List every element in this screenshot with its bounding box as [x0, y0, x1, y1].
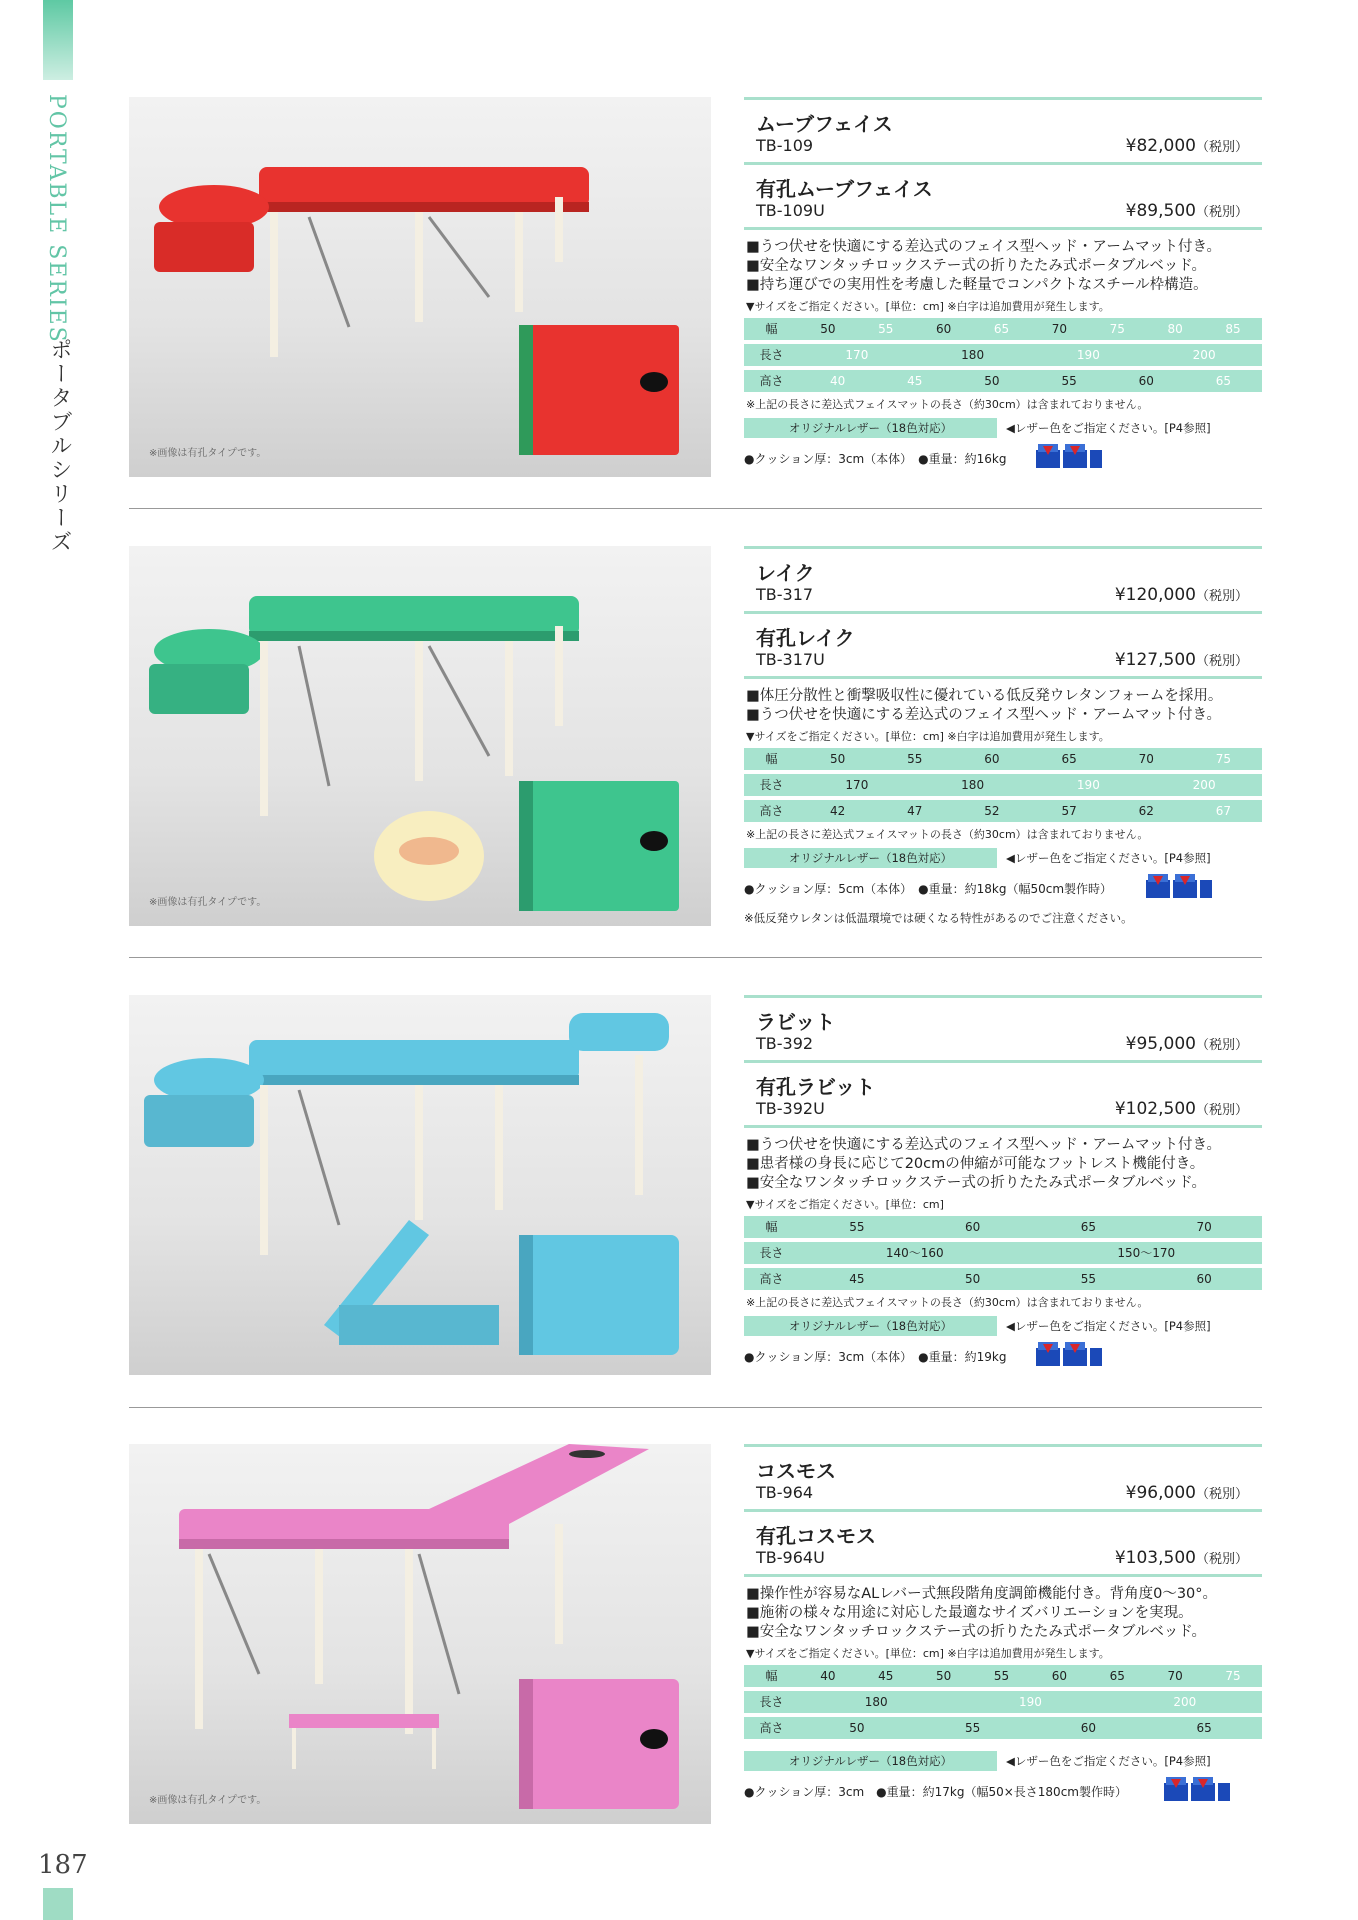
product-photo [129, 546, 711, 926]
box-icon [1173, 874, 1197, 898]
massage-table-illustration [129, 97, 711, 477]
spec-text: ●クッション厚：5cm（本体） ●重量：約18kg（幅50cm製作時） [744, 882, 1113, 896]
photo-note: ※画像は有孔タイプです。 [149, 897, 267, 908]
size-row-height: 高さ 45 50 55 60 [744, 1268, 1262, 1290]
product-price: ¥89,500（税別） [1125, 201, 1248, 221]
side-accent-bar [43, 0, 73, 80]
divider [744, 676, 1262, 679]
size-row-length: 長さ 170 180 190 200 [744, 344, 1262, 366]
feature-list [744, 687, 1262, 725]
product-price: ¥127,500（税別） [1114, 650, 1248, 670]
model-row [744, 100, 1262, 162]
leather-row [744, 848, 1262, 870]
size-row-width: 幅 50 55 60 65 70 75 [744, 748, 1262, 770]
feature-item: ■うつ伏せを快適にする差込式のフェイス型ヘッド・アームマット付き。 [746, 1137, 1221, 1153]
product-photo [129, 97, 711, 477]
box-icon [1090, 444, 1102, 468]
product-photo [129, 995, 711, 1375]
product-price: ¥120,000（税別） [1114, 585, 1248, 605]
size-row-height: 高さ 40 45 50 55 60 65 [744, 370, 1262, 392]
product-name: ラビット [756, 1010, 836, 1034]
size-note: ▼サイズをご指定ください。[単位：cm] ※白字は追加費用が発生します。 [746, 1647, 1110, 1660]
photo-note: ※画像は有孔タイプです。 [149, 448, 267, 459]
spec-text: ●クッション厚：3cm（本体） ●重量：約19kg [744, 1350, 1007, 1364]
shipping-icons [1164, 1777, 1233, 1805]
product-info [744, 546, 1262, 926]
box-icon [1063, 1342, 1087, 1366]
leather-row [744, 418, 1262, 440]
photo-note: ※画像は有孔タイプです。 [149, 1795, 267, 1806]
box-icon [1090, 1342, 1102, 1366]
box-icon [1036, 1342, 1060, 1366]
product-photo [129, 1444, 711, 1824]
product-code: TB-317U [756, 650, 825, 669]
feature-item: ■患者様の身長に応じて20cmの伸縮が可能なフットレスト機能付き。 [746, 1156, 1205, 1172]
feature-item: ■持ち運びでの実用性を考慮した軽量でコンパクトなスチール枠構造。 [746, 277, 1208, 293]
product-code: TB-964U [756, 1548, 825, 1567]
feature-item: ■体圧分散性と衝撃吸収性に優れている低反発ウレタンフォームを採用。 [746, 688, 1223, 704]
size-row-height: 高さ 50 55 60 65 [744, 1717, 1262, 1739]
model-row [744, 165, 1262, 227]
product-code: TB-109U [756, 201, 825, 220]
product-price: ¥103,500（税別） [1114, 1548, 1248, 1568]
massage-table-illustration [129, 1444, 711, 1824]
product-name: 有孔コスモス [756, 1524, 876, 1548]
product-code: TB-392 [756, 1034, 814, 1053]
product-name: ムーブフェイス [756, 112, 893, 136]
series-title-en: PORTABLE SERIES [44, 94, 69, 344]
size-row-length: 長さ 170 180 190 200 [744, 774, 1262, 796]
leather-label: オリジナルレザー（18色対応） [744, 1751, 997, 1771]
size-row-length: 長さ 180 190 200 [744, 1691, 1262, 1713]
product-name: 有孔ラビット [756, 1075, 876, 1099]
leather-row [744, 1316, 1262, 1338]
feature-item: ■安全なワンタッチロックステー式の折りたたみ式ポータブルベッド。 [746, 1624, 1207, 1640]
section-separator [129, 1407, 1262, 1408]
divider [744, 1125, 1262, 1128]
box-icon [1146, 874, 1170, 898]
product-code: TB-109 [756, 136, 814, 155]
feature-item: ■安全なワンタッチロックステー式の折りたたみ式ポータブルベッド。 [746, 1175, 1207, 1191]
product-tb317 [0, 546, 1358, 996]
model-row [744, 1512, 1262, 1574]
extra-note: ※低反発ウレタンは低温環境では硬くなる特性があるのでご注意ください。 [744, 911, 1133, 925]
product-price: ¥82,000（税別） [1125, 136, 1248, 156]
size-row-width: 幅 40 45 50 55 60 65 70 75 [744, 1665, 1262, 1687]
massage-table-illustration [129, 995, 711, 1375]
model-row [744, 549, 1262, 611]
size-row-width: 幅 55 60 65 70 [744, 1216, 1262, 1238]
product-price: ¥96,000（税別） [1125, 1483, 1248, 1503]
box-icon [1200, 874, 1212, 898]
feature-item: ■操作性が容易なALレバー式無段階角度調節機能付き。背角度0〜30°。 [746, 1586, 1218, 1602]
model-row [744, 614, 1262, 676]
box-icon [1164, 1777, 1188, 1801]
size-note: ▼サイズをご指定ください。[単位：cm] ※白字は追加費用が発生します。 [746, 300, 1110, 313]
product-name: 有孔レイク [756, 626, 855, 650]
product-price: ¥95,000（税別） [1125, 1034, 1248, 1054]
leather-label: オリジナルレザー（18色対応） [744, 848, 997, 868]
divider [744, 1574, 1262, 1577]
section-separator [129, 508, 1262, 509]
product-name: レイク [756, 561, 815, 585]
feature-item: ■安全なワンタッチロックステー式の折りたたみ式ポータブルベッド。 [746, 258, 1207, 274]
face-mat-note: ※上記の長さに差込式フェイスマットの長さ（約30cm）は含まれておりません。 [746, 1296, 1149, 1309]
shipping-icons [1036, 1342, 1105, 1370]
spec-row [744, 1342, 1262, 1372]
size-row-width: 幅 50 55 60 65 70 75 80 85 [744, 318, 1262, 340]
shipping-icons [1146, 874, 1215, 902]
product-code: TB-964 [756, 1483, 814, 1502]
box-icon [1036, 444, 1060, 468]
product-name: 有孔ムーブフェイス [756, 177, 933, 201]
feature-item: ■施術の様々な用途に対応した最適なサイズバリエーションを実現。 [746, 1605, 1193, 1621]
feature-list [744, 238, 1262, 295]
product-tb392 [0, 995, 1358, 1445]
page-number: 187 [38, 1850, 88, 1880]
leather-note: ◀レザー色をご指定ください。[P4参照] [1006, 1319, 1211, 1333]
face-mat-note: ※上記の長さに差込式フェイスマットの長さ（約30cm）は含まれておりません。 [746, 398, 1149, 411]
size-row-length: 長さ 140〜160 150〜170 [744, 1242, 1262, 1264]
spec-text: ●クッション厚：3cm ●重量：約17kg（幅50×長さ180cm製作時） [744, 1785, 1127, 1799]
leather-note: ◀レザー色をご指定ください。[P4参照] [1006, 421, 1211, 435]
product-name: コスモス [756, 1459, 836, 1483]
leather-label: オリジナルレザー（18色対応） [744, 418, 997, 438]
box-icon [1218, 1777, 1230, 1801]
feature-item: ■うつ伏せを快適にする差込式のフェイス型ヘッド・アームマット付き。 [746, 239, 1221, 255]
section-separator [129, 957, 1262, 958]
size-note: ▼サイズをご指定ください。[単位：cm] [746, 1198, 944, 1211]
feature-list [744, 1585, 1262, 1642]
model-row [744, 1447, 1262, 1509]
spec-row [744, 874, 1262, 904]
feature-item: ■うつ伏せを快適にする差込式のフェイス型ヘッド・アームマット付き。 [746, 707, 1221, 723]
divider [744, 227, 1262, 230]
series-title-jp: ポータブルシリーズ [47, 338, 72, 554]
model-row [744, 998, 1262, 1060]
box-icon [1063, 444, 1087, 468]
leather-note: ◀レザー色をご指定ください。[P4参照] [1006, 851, 1211, 865]
face-mat-note: ※上記の長さに差込式フェイスマットの長さ（約30cm）は含まれておりません。 [746, 828, 1149, 841]
product-code: TB-317 [756, 585, 814, 604]
product-price: ¥102,500（税別） [1114, 1099, 1248, 1119]
feature-list [744, 1136, 1262, 1193]
product-info [744, 97, 1262, 474]
spec-row [744, 444, 1262, 474]
model-row [744, 1063, 1262, 1125]
massage-table-illustration [129, 546, 711, 926]
size-row-height: 高さ 42 47 52 57 62 67 [744, 800, 1262, 822]
product-code: TB-392U [756, 1099, 825, 1118]
shipping-icons [1036, 444, 1105, 472]
product-tb109 [0, 97, 1358, 547]
product-info [744, 995, 1262, 1372]
box-icon [1191, 1777, 1215, 1801]
leather-note: ◀レザー色をご指定ください。[P4参照] [1006, 1754, 1211, 1768]
size-note: ▼サイズをご指定ください。[単位：cm] ※白字は追加費用が発生します。 [746, 730, 1110, 743]
product-tb964 [0, 1444, 1358, 1894]
leather-label: オリジナルレザー（18色対応） [744, 1316, 997, 1336]
spec-text: ●クッション厚：3cm（本体） ●重量：約16kg [744, 452, 1007, 466]
spec-row [744, 1777, 1262, 1807]
leather-row [744, 1751, 1262, 1773]
product-info [744, 1444, 1262, 1807]
